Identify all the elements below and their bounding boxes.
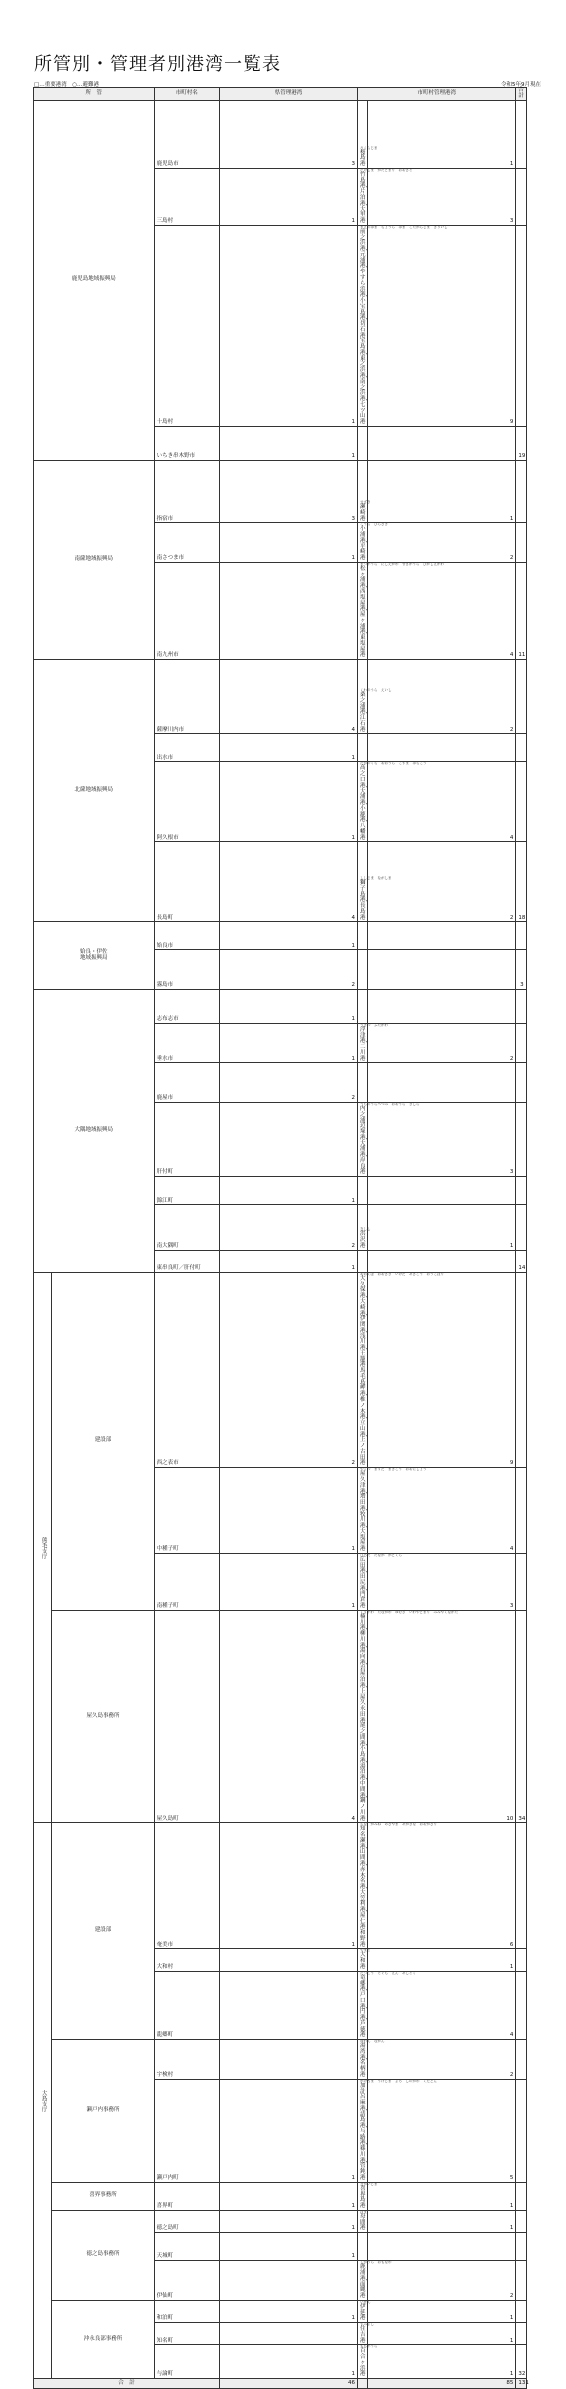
grand-total-all: 131 bbox=[516, 2379, 526, 2389]
city-ports-names: 瀬崎港 bbox=[359, 504, 366, 522]
office-total bbox=[516, 523, 526, 563]
city-ports-reading: いぜん bbox=[359, 2299, 371, 2304]
municipality-cell: 南大隅町 bbox=[154, 1205, 219, 1250]
city-ports-count bbox=[368, 2233, 516, 2261]
city-ports-cell bbox=[357, 922, 367, 950]
city-ports-cell bbox=[357, 1948, 371, 1971]
city-ports-count: 3 bbox=[368, 168, 516, 225]
city-ports-cell bbox=[357, 2260, 392, 2301]
city-ports-cell bbox=[357, 2344, 378, 2379]
pref-ports-count: 1 bbox=[219, 168, 357, 225]
municipality-cell: 指宿市 bbox=[154, 460, 219, 523]
pref-ports-count: 1 bbox=[219, 762, 357, 842]
city-ports-count bbox=[368, 990, 516, 1024]
table-row bbox=[34, 1610, 541, 1823]
city-ports-count: 2 bbox=[368, 1023, 516, 1063]
city-ports-cell bbox=[357, 561, 444, 659]
pref-ports-count: 1 bbox=[219, 1250, 357, 1272]
office-total bbox=[516, 734, 526, 762]
city-ports-cell bbox=[357, 2322, 374, 2345]
office-total: 34 bbox=[516, 1610, 526, 1823]
suboffice-name: 喜界事務所 bbox=[52, 2182, 154, 2210]
city-ports-count bbox=[368, 1250, 516, 1272]
municipality-cell: 南さつま市 bbox=[154, 523, 219, 563]
office-total bbox=[516, 1063, 526, 1103]
city-ports-cell bbox=[357, 950, 367, 990]
municipality-cell: 南種子町 bbox=[154, 1553, 219, 1610]
city-ports-reading: うきつ ふたがわ bbox=[359, 1022, 388, 1027]
city-ports-cell bbox=[357, 2039, 385, 2080]
municipality-cell: 長島町 bbox=[154, 842, 219, 922]
office-total bbox=[516, 460, 526, 523]
grand-total-label: 合 計 bbox=[34, 2379, 220, 2389]
table-header-row bbox=[34, 88, 541, 101]
city-ports-names: 洪沢港 bbox=[359, 1231, 366, 1249]
city-ports-count: 2 bbox=[368, 2261, 516, 2301]
office-total bbox=[516, 1823, 526, 1949]
city-ports-count: 4 bbox=[368, 762, 516, 842]
office-total bbox=[516, 1553, 526, 1610]
office-total: 11 bbox=[516, 562, 526, 659]
city-ports-names: 伊延港 bbox=[359, 2303, 366, 2322]
city-ports-reading: しかうら おもなわ bbox=[359, 2260, 392, 2265]
city-ports-cell bbox=[357, 2210, 367, 2232]
suboffice-name: 瀬戸内事務所 bbox=[52, 2040, 154, 2183]
office-total bbox=[516, 225, 526, 426]
table-row bbox=[34, 1272, 541, 1467]
city-ports-cell bbox=[357, 2233, 367, 2261]
office-total bbox=[516, 762, 526, 842]
city-ports-cell bbox=[357, 842, 392, 922]
pref-ports-count: 1 bbox=[219, 2210, 357, 2232]
city-ports-reading: まえのはま ちょうら はま こたからじま きりいし bbox=[359, 224, 448, 229]
municipality-cell: 三島村 bbox=[154, 168, 219, 225]
city-ports-cell bbox=[357, 426, 367, 460]
suboffice-name: 沖永良部事務所 bbox=[52, 2300, 154, 2378]
pref-ports-count: 1 bbox=[219, 225, 357, 426]
municipality-cell: 西之表市 bbox=[154, 1272, 219, 1467]
city-ports-names: 小浦港、平崎港 bbox=[359, 526, 371, 562]
pref-ports-count: 1 bbox=[219, 1553, 357, 1610]
city-ports-cell bbox=[357, 522, 388, 563]
office-total bbox=[516, 168, 526, 225]
office-total bbox=[516, 100, 526, 168]
pref-ports-count: 2 bbox=[219, 950, 357, 990]
city-ports-cell bbox=[357, 1063, 367, 1103]
city-ports-count: 10 bbox=[368, 1610, 516, 1823]
table-row bbox=[34, 990, 541, 1024]
city-ports-names: 竜郷港、戸口港、円港、芦徳港 bbox=[359, 1974, 371, 2039]
city-ports-count: 1 bbox=[368, 1949, 516, 1971]
city-ports-cell bbox=[357, 100, 378, 168]
office-name: 大隅地域振興局 bbox=[34, 990, 155, 1273]
city-ports-count: 1 bbox=[368, 100, 516, 168]
pref-ports-count: 1 bbox=[219, 2300, 357, 2322]
municipality-cell: 徳之島町 bbox=[154, 2210, 219, 2232]
municipality-cell: 姶良市 bbox=[154, 922, 219, 950]
municipality-cell: 喜界町 bbox=[154, 2182, 219, 2210]
office-total bbox=[516, 2079, 526, 2182]
municipality-cell: 天城町 bbox=[154, 2233, 219, 2261]
city-ports-names: 広田港、田尻港、門倉港 bbox=[359, 1556, 371, 1610]
city-ports-count: 1 bbox=[368, 460, 516, 523]
suboffice-name: 建設部 bbox=[52, 1272, 154, 1610]
pref-ports-count: 2 bbox=[219, 1205, 357, 1250]
municipality-cell: 薩摩川内市 bbox=[154, 660, 219, 734]
suboffice-name: 屋久島事務所 bbox=[52, 1610, 154, 1823]
legend-note: □…重要港湾 ○…避難港 bbox=[34, 82, 99, 88]
grand-total-row bbox=[34, 2379, 541, 2389]
city-ports-reading: おおくぼ おおさき いけだ あさごう おうこぼり bbox=[359, 1271, 444, 1276]
city-ports-count: 4 bbox=[368, 1468, 516, 1554]
city-ports-names: 加計呂麻港、請島港、与路港、篠川港、管鈍港 bbox=[359, 2082, 371, 2182]
city-ports-count: 4 bbox=[368, 1971, 516, 2039]
office-total bbox=[516, 1272, 526, 1467]
city-ports-cell bbox=[357, 1552, 402, 1610]
city-ports-cell bbox=[357, 2299, 371, 2322]
pref-ports-count: 1 bbox=[219, 1023, 357, 1063]
city-ports-names: 喜界島港 bbox=[359, 2185, 366, 2210]
office-total: 32 bbox=[516, 2345, 526, 2379]
municipality-cell: 志布志市 bbox=[154, 990, 219, 1024]
pref-ports-count: 1 bbox=[219, 2345, 357, 2379]
pref-ports-count bbox=[219, 2040, 357, 2080]
city-ports-reading: たかのくち おおうら こずま はちこう bbox=[359, 761, 427, 766]
office-name: 鹿児島地域振興局 bbox=[34, 100, 155, 460]
city-ports-cell bbox=[357, 1205, 371, 1250]
city-ports-names: 獅子島港、長島港 bbox=[359, 880, 371, 921]
city-ports-cell bbox=[357, 1467, 427, 1554]
city-ports-count: 1 bbox=[368, 2182, 516, 2210]
municipality-cell: 南九州市 bbox=[154, 562, 219, 659]
office-name: 熊毛支庁 bbox=[34, 1272, 52, 1822]
city-ports-cell bbox=[357, 2078, 437, 2182]
city-ports-cell bbox=[357, 990, 367, 1024]
city-ports-names: 楠川港、柳川港、湯向港、岩屋泊港、上屋久永田港 尾之間港、小島港、湯泊港、中間港、鋼ノ川港 bbox=[359, 1613, 371, 1822]
header-pref-ports: 県管理港湾 bbox=[219, 88, 357, 101]
pref-ports-count: 1 bbox=[219, 734, 357, 762]
port-table bbox=[33, 87, 541, 2389]
city-ports-reading: やまと bbox=[359, 1948, 371, 1953]
pref-ports-count bbox=[219, 2261, 357, 2301]
city-ports-names: 内之浦辺塚港、大浦港、岸良港 bbox=[359, 1106, 371, 1176]
office-name: 南薩地域振興局 bbox=[34, 460, 155, 660]
table-row bbox=[34, 2210, 541, 2232]
municipality-cell: 宇検村 bbox=[154, 2040, 219, 2080]
office-total bbox=[516, 660, 526, 734]
city-ports-count: 2 bbox=[368, 660, 516, 734]
city-ports-reading bbox=[360, 945, 365, 949]
table-row bbox=[34, 2300, 541, 2322]
city-ports-count bbox=[368, 922, 516, 950]
city-ports-cell bbox=[357, 1970, 416, 2039]
pref-ports-count bbox=[219, 562, 357, 659]
grand-total-pref: 46 bbox=[219, 2379, 357, 2389]
city-ports-reading: さくらじま bbox=[359, 145, 378, 150]
city-ports-count: 3 bbox=[368, 1553, 516, 1610]
header-municipality: 市町村名 bbox=[154, 88, 219, 101]
pref-ports-count: 1 bbox=[219, 1177, 357, 1205]
header-total: 合計 bbox=[516, 88, 526, 101]
table-row bbox=[34, 922, 541, 950]
city-ports-count: 1 bbox=[368, 1205, 516, 1250]
city-ports-count: 1 bbox=[368, 2210, 516, 2232]
office-total bbox=[516, 1205, 526, 1250]
municipality-cell: 鹿児島市 bbox=[154, 100, 219, 168]
city-ports-cell bbox=[357, 1609, 458, 1823]
pref-ports-count: 1 bbox=[219, 2182, 357, 2210]
city-ports-names: 大久保港、大崎港、伊関港、浅川港、王籠港 馬毛島岬港、椎ノ木港、立山港、上ノ古田港 bbox=[359, 1275, 371, 1467]
municipality-cell: 東串良町／肝付町 bbox=[154, 1250, 219, 1272]
municipality-cell: 出水市 bbox=[154, 734, 219, 762]
office-total bbox=[516, 1023, 526, 1063]
pref-ports-count: 1 bbox=[219, 2079, 357, 2182]
pref-ports-count: 2 bbox=[219, 1272, 357, 1467]
municipality-cell: 霧島市 bbox=[154, 950, 219, 990]
table-row bbox=[34, 2040, 541, 2080]
table-row bbox=[34, 100, 541, 168]
city-ports-names: 知名瀬港、山間港、赤木名港、大笠利港、屋仁港 和野港 bbox=[359, 1826, 371, 1948]
city-ports-names: 桜島港 bbox=[359, 149, 366, 168]
city-ports-cell bbox=[357, 734, 367, 762]
office-name: 大島支庁 bbox=[34, 1823, 52, 2379]
city-ports-names: 松ヶ浦港、西塩屋港、屋ヶ浦港、東塩屋港 bbox=[359, 565, 371, 659]
city-ports-reading: きしし bbox=[359, 1227, 371, 1232]
city-ports-reading: ししじま ながしま bbox=[359, 876, 392, 880]
city-ports-reading: ひろた たなか かどくら bbox=[359, 1552, 402, 1557]
office-total: 19 bbox=[516, 426, 526, 460]
city-ports-count bbox=[368, 950, 516, 990]
municipality-cell: 龍郷町 bbox=[154, 1971, 219, 2039]
office-total bbox=[516, 2210, 526, 2232]
city-ports-count: 4 bbox=[368, 562, 516, 659]
pref-ports-count: 1 bbox=[219, 1468, 357, 1554]
office-total: 18 bbox=[516, 842, 526, 922]
city-ports-count: 1 bbox=[368, 2300, 516, 2322]
office-total bbox=[516, 1468, 526, 1554]
city-ports-names: 桑之浦港、江石港 bbox=[359, 692, 371, 733]
city-ports-count bbox=[368, 734, 516, 762]
municipality-cell: 十島村 bbox=[154, 225, 219, 426]
city-ports-reading: くすがわ たなかわ ゆむぎ いわやどまり みみやくながた bbox=[359, 1609, 458, 1614]
pref-ports-count: 1 bbox=[219, 523, 357, 563]
table-row bbox=[34, 1823, 541, 1949]
city-ports-names: 大和港 bbox=[359, 1952, 366, 1970]
city-ports-reading: くわのうら えいし bbox=[359, 688, 392, 693]
city-ports-reading: たつごう とぐち えん あしとく bbox=[359, 1970, 416, 1975]
city-ports-names: 屋久津港、増田港、牧川港、大塩屋港 bbox=[359, 1471, 371, 1553]
pref-ports-count: 2 bbox=[219, 1063, 357, 1103]
city-ports-count: 1 bbox=[368, 2323, 516, 2345]
city-ports-reading: うちのうらべつみ おおうら きしら bbox=[359, 1102, 420, 1107]
pref-ports-count bbox=[219, 1949, 357, 1971]
pref-ports-count: 1 bbox=[219, 922, 357, 950]
city-ports-names: 高之口港、大浦港、小漉港、八幡港 bbox=[359, 765, 371, 841]
city-ports-names: 鹿浦港、面縄港 bbox=[359, 2264, 371, 2300]
suboffice-name: 徳之島事務所 bbox=[52, 2210, 154, 2300]
city-ports-count bbox=[368, 1177, 516, 1205]
municipality-cell: 和泊町 bbox=[154, 2300, 219, 2322]
pref-ports-count: 1 bbox=[219, 2233, 357, 2261]
municipality-cell: 瀬戸内町 bbox=[154, 2079, 219, 2182]
city-ports-count: 2 bbox=[368, 2040, 516, 2080]
pref-ports-count: 1 bbox=[219, 990, 357, 1024]
date-note: 令和5年9月現在 bbox=[501, 82, 541, 88]
city-ports-cell bbox=[357, 1022, 388, 1063]
city-ports-cell bbox=[357, 761, 427, 842]
pref-ports-count bbox=[219, 1103, 357, 1177]
city-ports-names: 竹島港、片泊港、大里港 bbox=[359, 171, 371, 225]
city-ports-reading: こうら ひらさき bbox=[359, 522, 388, 527]
city-ports-reading: ももがうら bbox=[359, 2344, 378, 2349]
city-ports-cell bbox=[357, 1102, 420, 1177]
city-ports-reading: まつがうら にしえがわ せざがうら ひがしえがわ bbox=[359, 561, 444, 566]
city-ports-cell bbox=[357, 1822, 437, 1949]
city-ports-names: 湯湾港、名柄港 bbox=[359, 2043, 371, 2078]
city-ports-count: 1 bbox=[368, 2345, 516, 2379]
city-ports-names: 百合ヶ浜港 bbox=[359, 2348, 366, 2378]
pref-ports-count: 1 bbox=[219, 1823, 357, 1949]
city-ports-reading: ちな かみね あさやま あかきな おおかさり bbox=[359, 1822, 437, 1827]
city-ports-reading: たけしま かたどまり おおさと bbox=[359, 167, 413, 172]
city-ports-reading bbox=[360, 456, 365, 460]
table-row bbox=[34, 460, 541, 523]
table-row bbox=[34, 660, 541, 734]
municipality-cell: 阿久根市 bbox=[154, 762, 219, 842]
pref-ports-count: 3 bbox=[219, 460, 357, 523]
office-total bbox=[516, 922, 526, 950]
municipality-cell: 伊仙町 bbox=[154, 2261, 219, 2301]
city-ports-count: 3 bbox=[368, 1103, 516, 1177]
city-ports-reading: かけろま うけじま よろ しのかわ くだどん bbox=[359, 2078, 437, 2083]
city-ports-count bbox=[368, 1063, 516, 1103]
city-ports-count bbox=[368, 426, 516, 460]
page-title: 所管別・管理者別港湾一覧表 bbox=[34, 54, 281, 75]
office-total bbox=[516, 1177, 526, 1205]
office-name: 姶良・伊佐 地域振興局 bbox=[34, 922, 155, 990]
office-total: 14 bbox=[516, 1250, 526, 1272]
office-total bbox=[516, 2261, 526, 2301]
city-ports-reading bbox=[360, 985, 365, 989]
municipality-cell: 肝付町 bbox=[154, 1103, 219, 1177]
office-total bbox=[516, 1949, 526, 1971]
pref-ports-count bbox=[219, 1971, 357, 2039]
city-ports-count: 9 bbox=[368, 1272, 516, 1467]
city-ports-cell bbox=[357, 167, 413, 225]
city-ports-reading: ぼま bbox=[359, 2209, 367, 2214]
pref-ports-count: 4 bbox=[219, 842, 357, 922]
city-ports-reading: やくつ ますだ まきごう おおにしょう bbox=[359, 1467, 427, 1472]
city-ports-cell bbox=[357, 224, 448, 426]
office-total bbox=[516, 1971, 526, 2039]
pref-ports-count bbox=[219, 2323, 357, 2345]
office-total bbox=[516, 2040, 526, 2080]
city-ports-cell bbox=[357, 1271, 444, 1467]
city-ports-cell bbox=[357, 1250, 367, 1272]
office-total bbox=[516, 2182, 526, 2210]
municipality-cell: いちき串木野市 bbox=[154, 426, 219, 460]
municipality-cell: 垂水市 bbox=[154, 1023, 219, 1063]
city-ports-count: 2 bbox=[368, 523, 516, 563]
municipality-cell: 与論町 bbox=[154, 2345, 219, 2379]
office-total bbox=[516, 1103, 526, 1177]
city-ports-reading: ゆわん ながん bbox=[359, 2039, 385, 2044]
city-ports-cell bbox=[357, 1177, 367, 1205]
city-ports-reading bbox=[360, 1200, 365, 1204]
city-ports-reading: すみよし bbox=[359, 2322, 374, 2327]
grand-total-city: 85 bbox=[368, 2379, 516, 2389]
city-ports-cell bbox=[357, 2181, 378, 2210]
municipality-cell: 屋久島町 bbox=[154, 1610, 219, 1823]
city-ports-count: 6 bbox=[368, 1823, 516, 1949]
municipality-cell: 奄美市 bbox=[154, 1823, 219, 1949]
city-ports-names: 住吉港 bbox=[359, 2326, 366, 2344]
city-ports-count: 2 bbox=[368, 842, 516, 922]
office-total bbox=[516, 2323, 526, 2345]
city-ports-reading: きかいじま bbox=[359, 2181, 378, 2186]
pref-ports-count: 4 bbox=[219, 660, 357, 734]
office-total bbox=[516, 2300, 526, 2322]
office-name: 北薩地域振興局 bbox=[34, 660, 155, 922]
pref-ports-count: 4 bbox=[219, 1610, 357, 1823]
table-row bbox=[34, 2182, 541, 2210]
city-ports-names: 前之浜港、元浦港、やすら浜港、小宝島港、切石港 宝島港、東之浜港、南之浜港、七ツ山港 bbox=[359, 228, 371, 426]
city-ports-names: 母間港 bbox=[359, 2213, 366, 2232]
city-ports-count: 9 bbox=[368, 225, 516, 426]
municipality-cell: 知名町 bbox=[154, 2323, 219, 2345]
city-ports-names: 浮津港、二川港 bbox=[359, 1026, 371, 1062]
city-ports-count: 5 bbox=[368, 2079, 516, 2182]
suboffice-name: 建設部 bbox=[52, 1823, 154, 2040]
municipality-cell: 錦江町 bbox=[154, 1177, 219, 1205]
pref-ports-count: 3 bbox=[219, 100, 357, 168]
municipality-cell: 鹿屋市 bbox=[154, 1063, 219, 1103]
city-ports-cell bbox=[357, 460, 371, 523]
office-total bbox=[516, 2233, 526, 2261]
header-city-ports: 市町村管理港湾 bbox=[357, 88, 515, 101]
office-total bbox=[516, 990, 526, 1024]
municipality-cell: 大和村 bbox=[154, 1949, 219, 1971]
pref-ports-count: 1 bbox=[219, 426, 357, 460]
city-ports-reading: せざき bbox=[359, 500, 371, 505]
municipality-cell: 中種子町 bbox=[154, 1468, 219, 1554]
city-ports-cell bbox=[357, 660, 392, 734]
office-total: 3 bbox=[516, 950, 526, 990]
header-jurisdiction: 所 管 bbox=[34, 88, 155, 101]
